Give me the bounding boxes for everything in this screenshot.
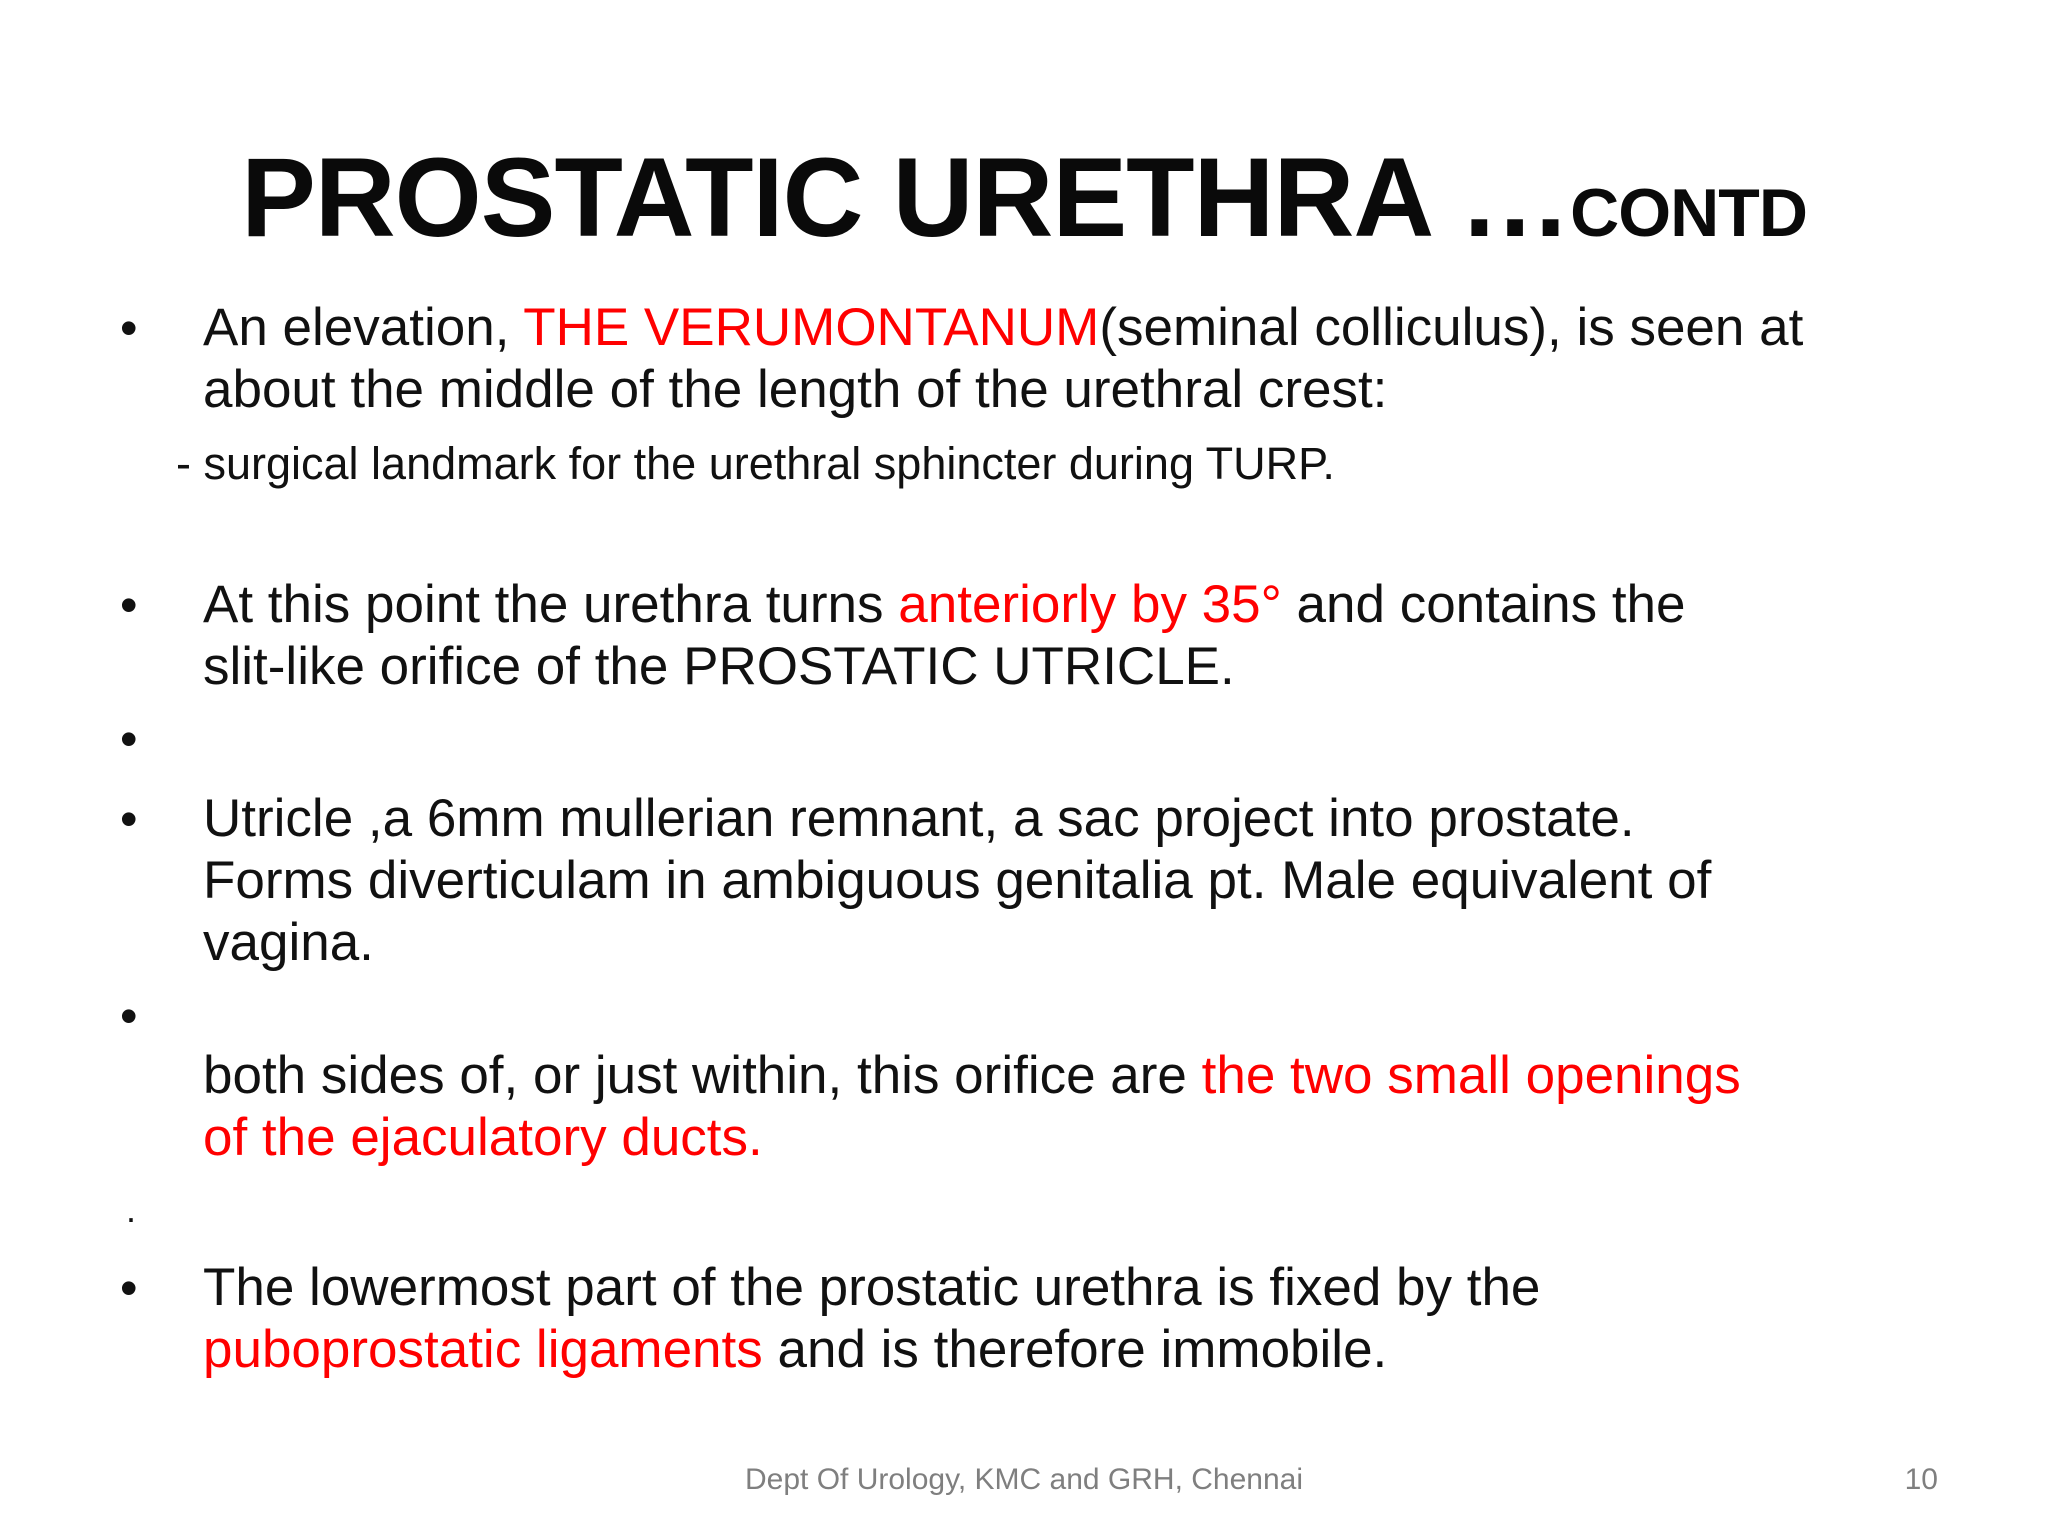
- slide-title-main: PROSTATIC URETHRA …: [241, 135, 1571, 260]
- bullet-1-subpoint: - surgical landmark for the urethral sphincter during TURP.: [176, 438, 1335, 489]
- bullet-2-line-2: slit-like orifice of the PROSTATIC UTRICLE.: [203, 637, 1235, 696]
- bullet-marker: •: [120, 577, 138, 633]
- text-run: both sides of, or just within, this orifice are: [203, 1046, 1202, 1105]
- text-run: and is therefore immobile.: [762, 1320, 1388, 1379]
- slide-title-suffix: CONTD: [1570, 175, 1807, 251]
- bullet-5-line-2: [203, 1319, 1387, 1381]
- bullet-1-line-1: [203, 297, 1803, 359]
- bullet-3-line-3: vagina.: [203, 913, 374, 972]
- highlight-text: puboprostatic ligaments: [203, 1320, 763, 1379]
- bullet-4-line-1: [203, 1045, 1741, 1107]
- text-run: At this point the urethra turns: [203, 575, 899, 634]
- bullet-marker: •: [120, 300, 138, 356]
- bullet-4-line-2: of the ejaculatory ducts.: [203, 1108, 763, 1167]
- text-run: (seminal colliculus), is seen at: [1099, 298, 1804, 357]
- page-number: 10: [1904, 1463, 1938, 1496]
- bullet-1-line-2: about the middle of the length of the urethral crest:: [203, 360, 1388, 419]
- bullet-marker: •: [120, 791, 138, 847]
- bullet-3-line-1: Utricle ,a 6mm mullerian remnant, a sac project into prostate.: [203, 789, 1635, 848]
- highlight-text: the two small openings: [1201, 1046, 1741, 1105]
- bullet-3-line-2: Forms diverticulam in ambiguous genitalia pt. Male equivalent of: [203, 851, 1712, 910]
- bullet-marker: •: [120, 1260, 138, 1316]
- slide-footer: Dept Of Urology, KMC and GRH, Chennai: [744, 1463, 1303, 1496]
- bullet-marker-empty: •: [120, 988, 138, 1044]
- bullet-2-line-1: [203, 574, 1686, 636]
- text-run: and contains the: [1281, 575, 1686, 634]
- highlight-text: anteriorly by 35°: [898, 575, 1282, 634]
- bullet-5-line-1: The lowermost part of the prostatic urethra is fixed by the: [203, 1258, 1541, 1317]
- stray-dot: .: [126, 1189, 137, 1230]
- bullet-marker-empty: •: [120, 711, 138, 767]
- highlight-text: THE VERUMONTANUM: [523, 298, 1100, 357]
- text-run: An elevation,: [203, 298, 524, 357]
- slide-title: [0, 128, 2048, 283]
